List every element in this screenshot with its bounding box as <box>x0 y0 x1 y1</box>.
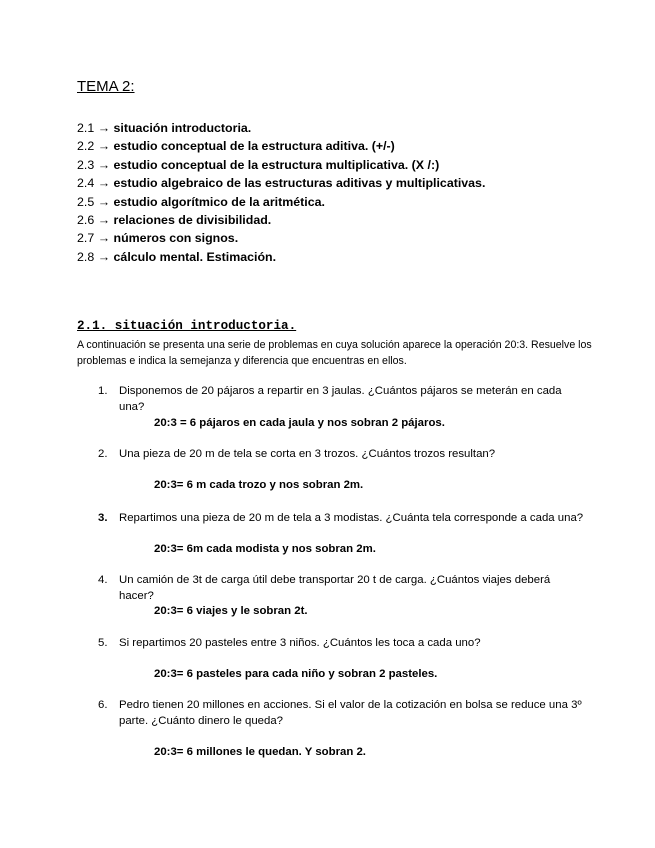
arrow-icon: → <box>97 139 111 154</box>
toc-number: 2.2 <box>77 139 95 154</box>
arrow-icon: → <box>97 157 111 172</box>
arrow-icon: → <box>97 249 111 264</box>
toc-text: estudio conceptual de la estructura multiplicativa. (X /:) <box>113 157 440 172</box>
tema-title: TEMA 2: <box>77 78 135 95</box>
toc-number: 2.7 <box>77 231 95 246</box>
problem-text: Repartimos una pieza de 20 m de tela a 3 modistas. ¿Cuánta tela corresponde a cada una? <box>119 512 584 524</box>
toc-number: 2.1 <box>77 121 95 135</box>
toc-item <box>77 211 485 229</box>
section-title: 2.1. situación introductoria. <box>77 319 297 333</box>
toc-text: relaciones de divisibilidad. <box>113 213 272 228</box>
toc-text: números con signos. <box>113 231 239 246</box>
problem-number: 6. <box>98 699 108 711</box>
problem-number: 5. <box>98 637 108 649</box>
arrow-icon: → <box>97 121 111 135</box>
problem-number: 1. <box>98 385 108 397</box>
problem-answer: 20:3= 6 millones le quedan. Y sobran 2. <box>154 746 366 758</box>
toc-number: 2.8 <box>77 249 95 264</box>
toc-text: estudio algorítmico de la aritmética. <box>113 194 325 209</box>
toc-text: cálculo mental. Estimación. <box>113 249 277 264</box>
problem-text: Si repartimos 20 pasteles entre 3 niños. ¿Cuántos les toca a cada uno? <box>119 637 481 649</box>
toc-text: situación introductoria. <box>113 121 252 135</box>
problem-number: 3. <box>98 512 108 524</box>
toc-item <box>77 156 485 174</box>
problem-text: Pedro tienen 20 millones en acciones. Si el valor de la cotización en bolsa se reduce una 3º parte. ¿Cuánto dinero le queda? <box>119 699 582 727</box>
arrow-icon: → <box>97 213 111 228</box>
toc-number: 2.3 <box>77 157 95 172</box>
toc-item <box>77 248 485 266</box>
toc-item <box>77 137 485 155</box>
toc-item <box>77 174 485 192</box>
problem-answer: 20:3 = 6 pájaros en cada jaula y nos sobran 2 pájaros. <box>154 417 445 429</box>
problem-answer: 20:3= 6 viajes y le sobran 2t. <box>154 605 308 617</box>
problem-text: Un camión de 3t de carga útil debe transportar 20 t de carga. ¿Cuántos viajes deberá hacer? <box>119 574 551 602</box>
table-of-contents <box>77 119 485 266</box>
toc-number: 2.6 <box>77 213 95 228</box>
toc-item <box>77 119 485 137</box>
arrow-icon: → <box>97 176 111 191</box>
problem-answer: 20:3= 6m cada modista y nos sobran 2m. <box>154 543 376 555</box>
arrow-icon: → <box>97 231 111 246</box>
toc-text: estudio algebraico de las estructuras aditivas y multiplicativas. <box>113 176 486 191</box>
toc-item <box>77 193 485 211</box>
problem-number: 4. <box>98 574 108 586</box>
problem-text: Disponemos de 20 pájaros a repartir en 3 jaulas. ¿Cuántos pájaros se meterán en cada una? <box>119 385 562 413</box>
problem-text: Una pieza de 20 m de tela se corta en 3 trozos. ¿Cuántos trozos resultan? <box>119 448 496 460</box>
toc-item <box>77 229 485 247</box>
toc-text: estudio conceptual de la estructura aditiva. (+/-) <box>113 139 395 154</box>
section-intro: A continuación se presenta una serie de problemas en cuya solución aparece la operación 20:3. Resuelve los problemas e indica la semejanza y diferencia que encuentras en ellos. <box>77 339 592 367</box>
problem-answer: 20:3= 6 m cada trozo y nos sobran 2m. <box>154 479 364 491</box>
toc-number: 2.5 <box>77 194 95 209</box>
toc-number: 2.4 <box>77 176 95 191</box>
arrow-icon: → <box>97 194 111 209</box>
problem-answer: 20:3= 6 pasteles para cada niño y sobran 2 pasteles. <box>154 668 438 680</box>
problem-number: 2. <box>98 448 108 460</box>
